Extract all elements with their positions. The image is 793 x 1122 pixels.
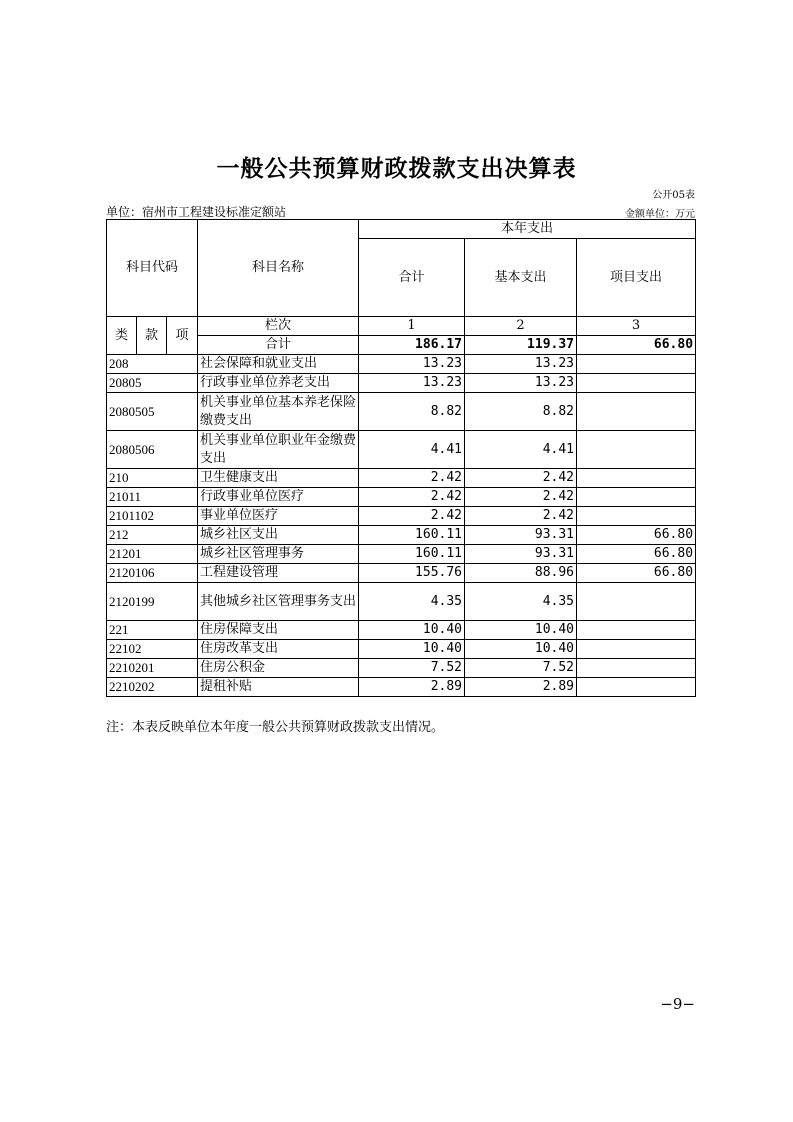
- row-basic: 4.35: [465, 583, 577, 621]
- row-project: [577, 507, 696, 526]
- row-name: 城乡社区管理事务: [198, 545, 359, 564]
- row-project: 66.80: [577, 545, 696, 564]
- expenditure-table: [106, 219, 696, 697]
- row-name: 机关事业单位基本养老保险缴费支出: [198, 393, 359, 431]
- table-row: [107, 488, 696, 507]
- total-row-label: 合计: [198, 336, 359, 355]
- row-project: [577, 621, 696, 640]
- row-name: 事业单位医疗: [198, 507, 359, 526]
- row-name: 工程建设管理: [198, 564, 359, 583]
- row-project: 66.80: [577, 526, 696, 545]
- row-project: [577, 583, 696, 621]
- table-row: [107, 469, 696, 488]
- row-basic: 2.42: [465, 507, 577, 526]
- row-project: [577, 393, 696, 431]
- row-total: 2.89: [359, 678, 465, 697]
- row-total: 2.42: [359, 469, 465, 488]
- row-project: [577, 678, 696, 697]
- row-code: 22102: [107, 640, 198, 659]
- row-basic: 13.23: [465, 374, 577, 393]
- row-basic: 93.31: [465, 545, 577, 564]
- row-basic: 10.40: [465, 640, 577, 659]
- header-name: 科目名称: [198, 220, 359, 317]
- row-total: 13.23: [359, 355, 465, 374]
- page-title: 一般公共预算财政拨款支出决算表: [216, 155, 577, 182]
- row-name: 机关事业单位职业年金缴费支出: [198, 431, 359, 469]
- row-name: 住房保障支出: [198, 621, 359, 640]
- row-name: 社会保障和就业支出: [198, 355, 359, 374]
- row-code: 208: [107, 355, 198, 374]
- row-project: [577, 659, 696, 678]
- row-total: 155.76: [359, 564, 465, 583]
- total-row-total: 186.17: [359, 336, 465, 355]
- row-code: 212: [107, 526, 198, 545]
- header-xiang: 项: [167, 317, 198, 355]
- row-total: 13.23: [359, 374, 465, 393]
- row-basic: 93.31: [465, 526, 577, 545]
- row-code: 2080505: [107, 393, 198, 431]
- table-row: [107, 659, 696, 678]
- row-project: [577, 488, 696, 507]
- header-code-group: 科目代码: [107, 220, 198, 317]
- row-total: 10.40: [359, 640, 465, 659]
- row-name: 卫生健康支出: [198, 469, 359, 488]
- row-project: [577, 431, 696, 469]
- row-project: [577, 355, 696, 374]
- row-code: 21011: [107, 488, 198, 507]
- row-basic: 2.42: [465, 469, 577, 488]
- header-project: 项目支出: [577, 239, 696, 317]
- header-year-spend: 本年支出: [359, 220, 696, 239]
- table-row: [107, 678, 696, 697]
- row-project: 66.80: [577, 564, 696, 583]
- row-name: 城乡社区支出: [198, 526, 359, 545]
- row-total: 2.42: [359, 488, 465, 507]
- row-total: 160.11: [359, 545, 465, 564]
- row-basic: 88.96: [465, 564, 577, 583]
- table-row: [107, 393, 696, 431]
- row-name: 住房公积金: [198, 659, 359, 678]
- row-basic: 4.41: [465, 431, 577, 469]
- row-code: 2120199: [107, 583, 198, 621]
- form-number: 公开05表: [652, 190, 695, 201]
- header-kuan: 款: [137, 317, 167, 355]
- row-total: 7.52: [359, 659, 465, 678]
- header-col3: 3: [577, 317, 696, 336]
- header-lanci: 栏次: [198, 317, 359, 336]
- row-code: 2120106: [107, 564, 198, 583]
- row-code: 210: [107, 469, 198, 488]
- header-col1: 1: [359, 317, 465, 336]
- row-total: 4.35: [359, 583, 465, 621]
- row-project: [577, 374, 696, 393]
- money-unit-label: 金额单位：万元: [625, 209, 695, 220]
- row-name: 行政事业单位养老支出: [198, 374, 359, 393]
- row-basic: 2.42: [465, 488, 577, 507]
- row-basic: 2.89: [465, 678, 577, 697]
- row-project: [577, 640, 696, 659]
- header-total: 合计: [359, 239, 465, 317]
- row-name: 行政事业单位医疗: [198, 488, 359, 507]
- row-project: [577, 469, 696, 488]
- row-code: 21201: [107, 545, 198, 564]
- table-row: [107, 545, 696, 564]
- row-basic: 8.82: [465, 393, 577, 431]
- table-row: [107, 640, 696, 659]
- table-row: [107, 374, 696, 393]
- table-row: [107, 355, 696, 374]
- row-total: 160.11: [359, 526, 465, 545]
- row-name: 其他城乡社区管理事务支出: [198, 583, 359, 621]
- unit-label: 单位：宿州市工程建设标准定额站: [106, 205, 287, 219]
- header-lei: 类: [107, 317, 137, 355]
- row-total: 4.41: [359, 431, 465, 469]
- table-row: [107, 621, 696, 640]
- row-name: 住房改革支出: [198, 640, 359, 659]
- row-code: 2210202: [107, 678, 198, 697]
- page-number: −9−: [660, 995, 695, 1013]
- total-row-basic: 119.37: [465, 336, 577, 355]
- row-basic: 10.40: [465, 621, 577, 640]
- row-code: 2080506: [107, 431, 198, 469]
- table-row: [107, 583, 696, 621]
- row-basic: 7.52: [465, 659, 577, 678]
- table-row: [107, 431, 696, 469]
- row-code: 20805: [107, 374, 198, 393]
- row-code: 221: [107, 621, 198, 640]
- row-total: 8.82: [359, 393, 465, 431]
- table-row: [107, 564, 696, 583]
- total-row-project: 66.80: [577, 336, 696, 355]
- footnote: 注：本表反映单位本年度一般公共预算财政拨款支出情况。: [106, 720, 445, 735]
- row-code: 2210201: [107, 659, 198, 678]
- row-total: 2.42: [359, 507, 465, 526]
- table-row: [107, 526, 696, 545]
- header-col2: 2: [465, 317, 577, 336]
- row-code: 2101102: [107, 507, 198, 526]
- row-total: 10.40: [359, 621, 465, 640]
- row-name: 提租补贴: [198, 678, 359, 697]
- table-row: [107, 507, 696, 526]
- header-basic: 基本支出: [465, 239, 577, 317]
- row-basic: 13.23: [465, 355, 577, 374]
